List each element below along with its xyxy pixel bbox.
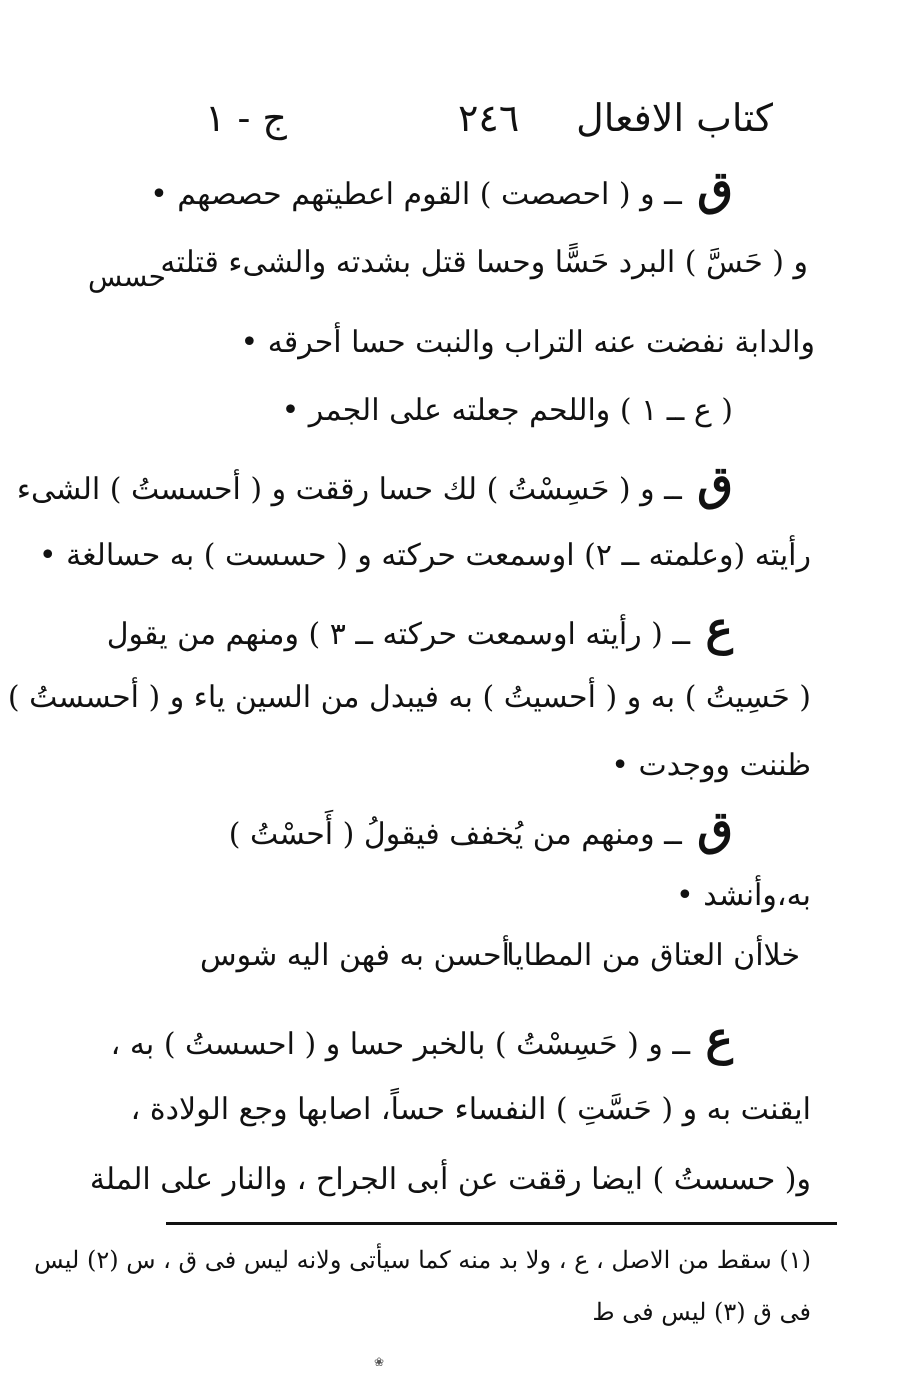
line-text: ــ و ( حَسِسْتُ ) بالخبر حسا و ( احسستُ ) به ، <box>110 1027 690 1062</box>
line-text: ( ع ــ ١ ) واللحم جعلته على الجمر • <box>281 393 733 428</box>
footnote-line: فى ق (٣) ليس فى ط <box>592 1298 811 1326</box>
text-line <box>107 600 733 663</box>
footnote-line: (١) سقط من الاصل ، ع ، ولا بد منه كما سيأتى ولانه ليس فى ق ، س (٢) ليس <box>34 1246 811 1274</box>
line-text: ــ ومنهم من يُخفف فيقولُ ( أَحسْتُ ) <box>228 817 682 852</box>
text-line <box>282 383 733 439</box>
text-line <box>17 455 733 518</box>
text-line <box>229 800 733 863</box>
footnote-separator <box>166 1222 837 1225</box>
manuscript-siglum: ع <box>705 1011 733 1065</box>
line-text: ظننت ووجدت • <box>611 748 811 783</box>
text-line <box>39 528 811 584</box>
line-text: و( حسستُ ) ايضا رققت عن أبى الجراح ، والنار على الملة <box>89 1162 811 1197</box>
page-number: ٢٤٦ <box>458 96 520 140</box>
manuscript-siglum: ع <box>705 601 733 655</box>
line-text: ــ ( رأيته اوسمعت حركته ــ ٣ ) ومنهم من يقول <box>106 617 690 652</box>
verse-hemistich-1: خلاأن العتاق من المطايا <box>506 938 800 973</box>
line-text: ( حَسِيتُ ) به و ( أحسيتُ ) به فيبدل من السين ياء و ( أحسستُ ) <box>7 680 811 715</box>
line-text: ايقنت به و ( حَسَّتِ ) النفساء حساً، اصابها وجع الولادة ، <box>130 1092 811 1127</box>
line-text: ــ و ( احصصت ) القوم اعطيتهم حصصهم • <box>150 177 682 212</box>
text-line <box>611 738 811 794</box>
text-line <box>111 1010 733 1073</box>
text-line <box>8 670 811 726</box>
text-line <box>90 1152 811 1208</box>
line-text: ــ و ( حَسِسْتُ ) لك حسا رققت و ( أحسستُ ) الشىء <box>16 472 682 507</box>
line-text: به،وأنشد • <box>675 878 811 913</box>
book-title: كتاب الافعال <box>576 96 773 140</box>
line-text: و ( حَسَّ ) البرد حَسًّا وحسا قتل بشدته والشىء قتلته <box>160 245 808 280</box>
text-line <box>160 235 808 291</box>
text-line <box>676 868 811 924</box>
verse <box>200 928 800 988</box>
text-line <box>241 315 815 371</box>
volume-label: ج - ١ <box>205 96 287 140</box>
manuscript-siglum: ق <box>697 161 733 215</box>
line-text: رأيته (وعلمته ــ ٢) اوسمعت حركته و ( حسست ) به حسالغة • <box>38 538 811 573</box>
manuscript-siglum: ق <box>697 456 733 510</box>
margin-root-word: حسس <box>88 260 166 293</box>
printer-ornament-icon: ❀ <box>374 1355 385 1369</box>
verse-hemistich-2: أحسن به فهن اليه شوس <box>200 938 510 973</box>
text-line <box>131 1082 811 1138</box>
line-text: والدابة نفضت عنه التراب والنبت حسا أحرقه • <box>240 325 815 360</box>
text-line <box>150 160 733 223</box>
manuscript-siglum: ق <box>697 801 733 855</box>
running-header <box>0 88 923 148</box>
